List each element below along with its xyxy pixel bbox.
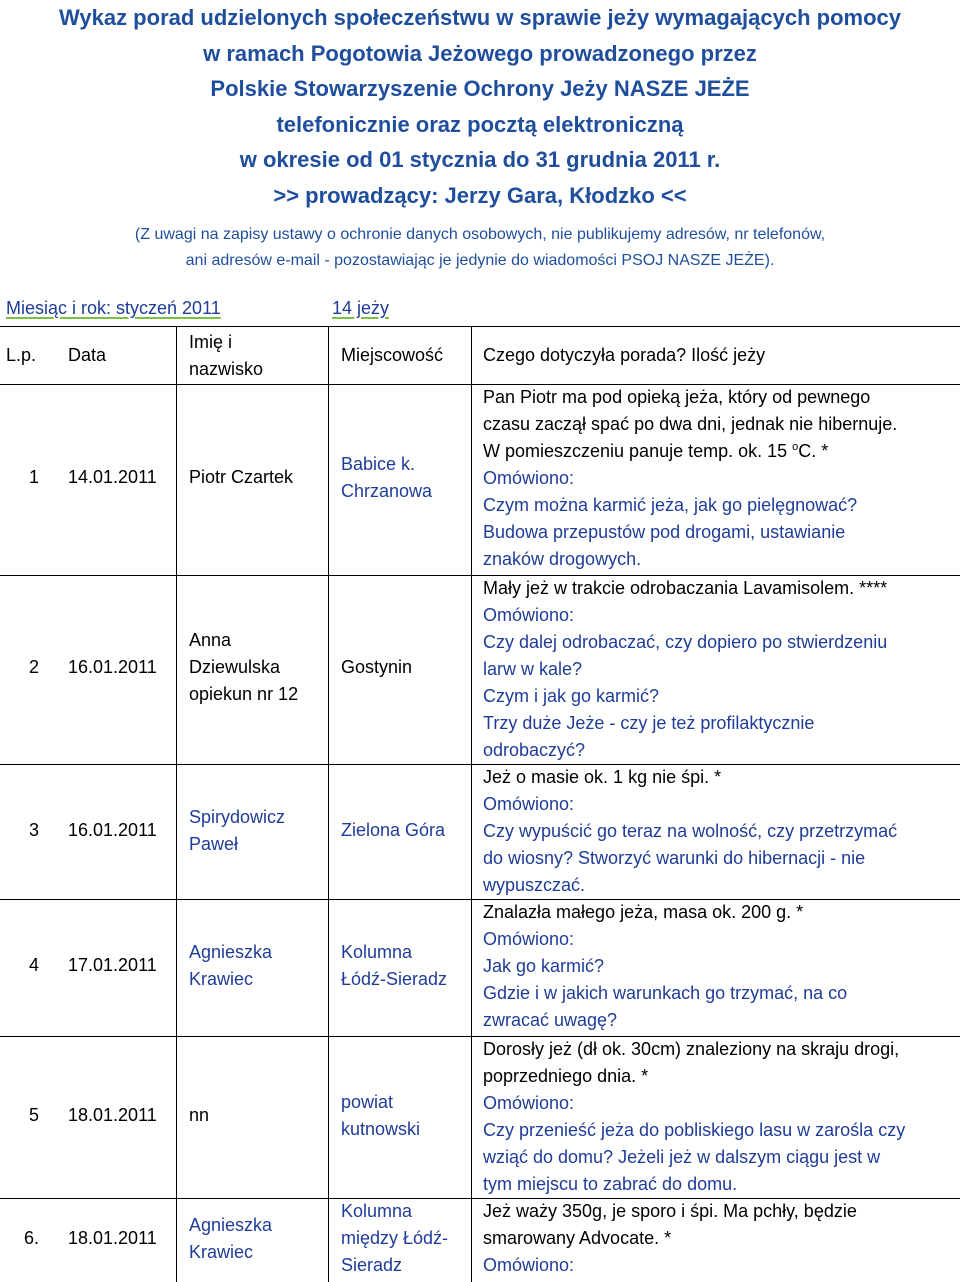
column-header-lp: L.p. xyxy=(6,345,37,365)
row-name: Agnieszka Krawiec xyxy=(189,942,273,989)
row-date: 18.01.2011 xyxy=(68,1105,157,1125)
privacy-note xyxy=(0,222,960,274)
column-header-place: Miejscowość xyxy=(341,345,444,365)
table-rule xyxy=(471,326,472,1282)
row-lp: 3 xyxy=(29,820,40,840)
row-name: Agnieszka Krawiec xyxy=(189,1215,273,1262)
title-line: w okresie od 01 stycznia do 31 grudnia 2011 r. xyxy=(239,147,721,172)
column-header-date: Data xyxy=(68,345,107,365)
row-lp: 4 xyxy=(29,955,40,975)
row-lp: 2 xyxy=(29,657,40,677)
row-place: Kolumna Łódź-Sieradz xyxy=(341,942,448,989)
title-line: w ramach Pogotowia Jeżowego prowadzonego przez xyxy=(203,40,757,66)
table-rule xyxy=(328,326,329,1282)
column-header-name: Imię i nazwisko xyxy=(189,332,264,379)
note-line: (Z uwagi na zapisy ustawy o ochronie danych osobowych, nie publikujemy adresów, nr telefonów, xyxy=(134,226,826,243)
row-name: nn xyxy=(189,1105,210,1125)
title-line: telefonicznie oraz pocztą elektroniczną xyxy=(276,111,684,137)
row-lp: 1 xyxy=(29,467,40,487)
table-rule xyxy=(176,326,177,1282)
document-header xyxy=(0,0,960,274)
row-name: Anna Dziewulska opiekun nr 12 xyxy=(189,630,299,704)
column-header-advice: Czego dotyczyła porada? Ilość jeży xyxy=(483,345,766,365)
row-date: 18.01.2011 xyxy=(68,1228,157,1248)
row-advice: Znalazła małego jeża, masa ok. 200 g. * Omówiono: Jak go karmić? Gdzie i w jakich warunkach go trzymać, na co zwracać uwagę? xyxy=(483,902,848,1030)
row-advice: Pan Piotr ma pod opieką jeża, który od pewnego czasu zaczął spać po dwa dni, jednak nie hibernuje. W pomieszczeniu panuje temp. ok. 15 $^o$C. * Omówiono: Czym można karmić jeża, jak go pielęgnować? Budowa przepustów pod drogami, ustawianie znaków drogowych. xyxy=(483,387,898,569)
row-lp: 5 xyxy=(29,1105,40,1125)
note-line: ani adresów e-mail - pozostawiając je jedynie do wiadomości PSOJ NASZE JEŻE). xyxy=(185,252,775,269)
title-line: Wykaz porad udzielonych społeczeństwu w sprawie jeży wymagających pomocy xyxy=(59,5,901,30)
row-lp: 6. xyxy=(24,1228,40,1248)
hedgehog-count: 14 jeży xyxy=(332,298,390,318)
row-place: powiat kutnowski xyxy=(341,1092,421,1139)
row-name: Piotr Czartek xyxy=(189,467,294,487)
row-advice: Dorosły jeż (dł ok. 30cm) znaleziony na skraju drogi, poprzedniego dnia. * Omówiono: Czy przenieść jeża do pobliskiego lasu w zarośla czy wziąć do domu? Jeżeli jeż w dalszym ciągu jest w tym miejscu to zabrać do domu. xyxy=(483,1039,906,1194)
row-name: Spirydowicz Paweł xyxy=(189,807,286,854)
title-line: Polskie Stowarzyszenie Ochrony Jeży NASZE JEŻE xyxy=(210,76,750,101)
row-advice: Jeż o masie ok. 1 kg nie śpi. * Omówiono: Czy wypuścić go teraz na wolność, czy przetrzymać do wiosny? Stworzyć warunki do hibernacji - nie wypuszczać. xyxy=(483,767,898,895)
coordinator-line: >> prowadzący: Jerzy Gara, Kłodzko << xyxy=(273,182,687,208)
row-date: 16.01.2011 xyxy=(68,657,157,677)
row-advice: Jeż waży 350g, je sporo i śpi. Ma pchły, będzie smarowany Advocate. * Omówiono: xyxy=(483,1201,857,1275)
row-place: Babice k. Chrzanowa xyxy=(341,454,433,501)
table-rule xyxy=(0,326,960,327)
row-date: 17.01.2011 xyxy=(68,955,157,975)
row-place: Zielona Góra xyxy=(341,820,446,840)
row-place: Kolumna między Łódź- Sieradz xyxy=(341,1201,449,1275)
row-date: 16.01.2011 xyxy=(68,820,157,840)
row-date: 14.01.2011 xyxy=(68,467,157,487)
row-place: Gostynin xyxy=(341,657,413,677)
row-advice: Mały jeż w trakcie odrobaczania Lavamisolem. **** Omówiono: Czy dalej odrobaczać, czy dopiero po stwierdzeniu larw w kale? Czym i jak go karmić? Trzy duże Jeże - czy je też profilaktycznie odrobaczyć? xyxy=(483,578,888,760)
month-label: Miesiąc i rok: styczeń 2011 xyxy=(6,298,221,318)
